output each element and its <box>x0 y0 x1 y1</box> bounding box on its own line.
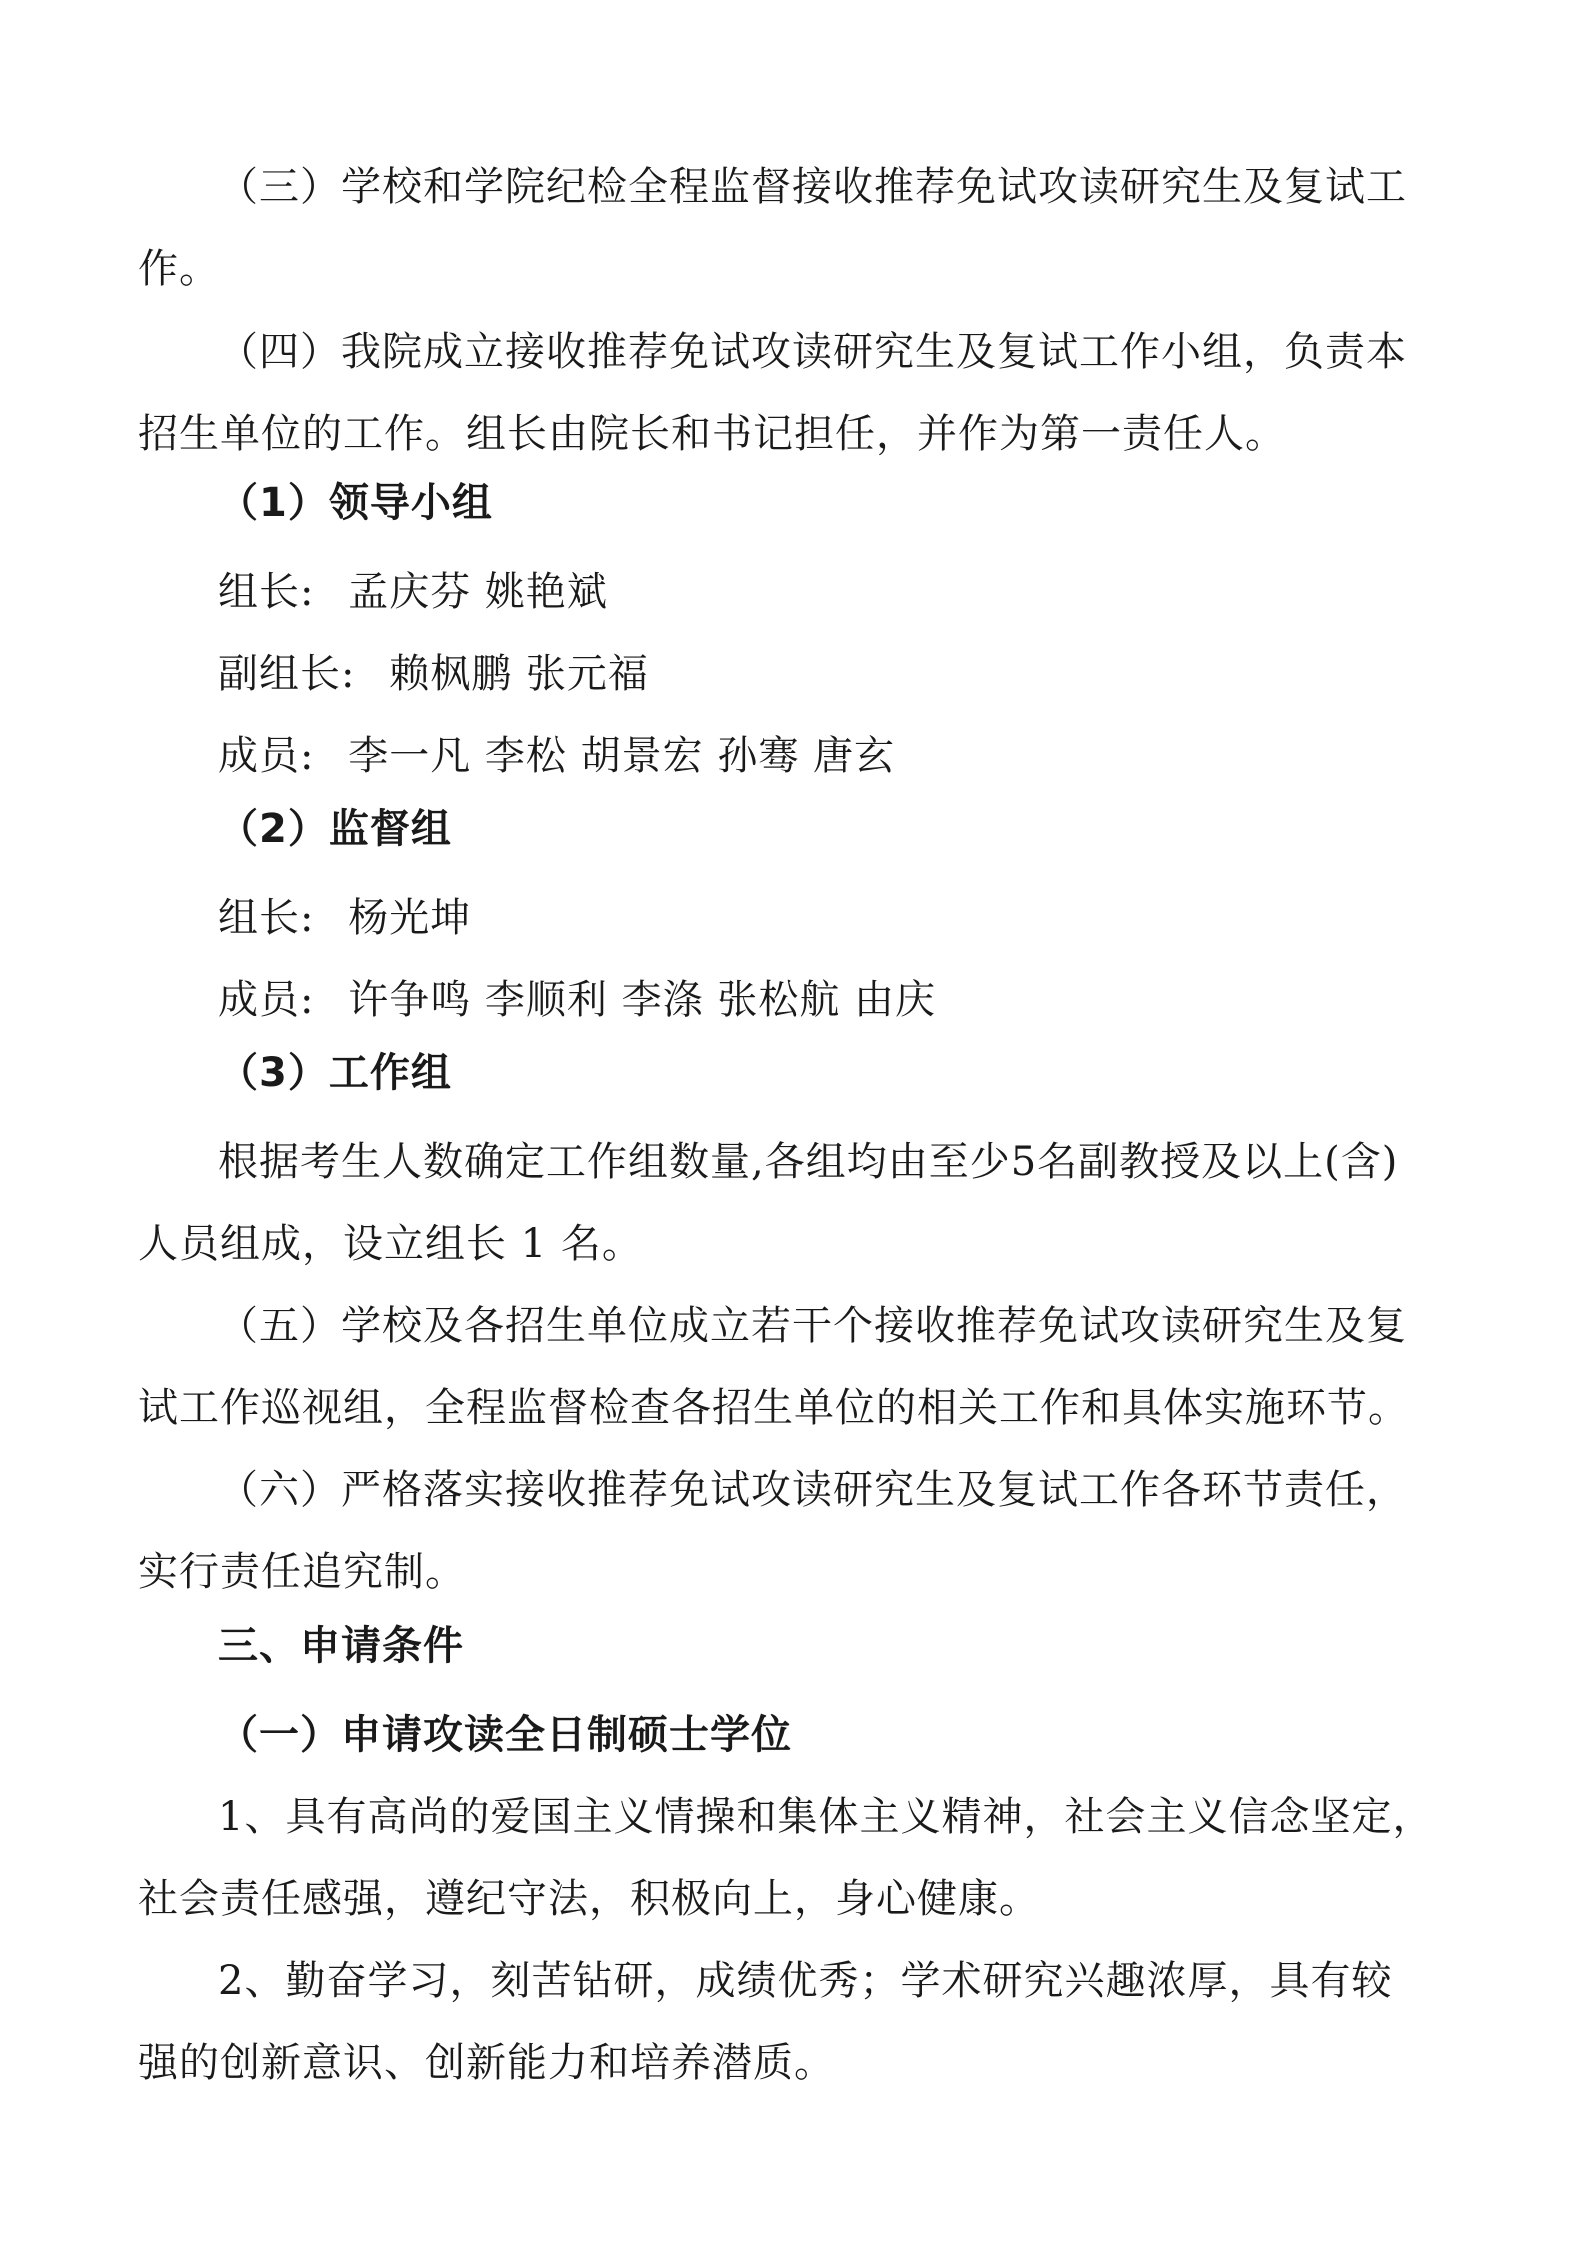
paragraph-5 <box>138 1285 1448 1449</box>
group-2-leaders <box>138 877 1448 959</box>
paragraph-5-line2: 试工作巡视组，全程监督检查各招生单位的相关工作和具体实施环节。 <box>138 1385 1409 1431</box>
group-2-heading-block <box>138 788 1448 870</box>
paragraph-4-line2: 招生单位的工作。组长由院长和书记担任，并作为第一责任人。 <box>138 411 1286 457</box>
paragraph-5-line1: （五）学校及各招生单位成立若干个接收推荐免试攻读研究生及复 <box>218 1303 1407 1349</box>
group-3-heading-block <box>138 1032 1448 1114</box>
section-3-heading-block <box>138 1605 1448 1687</box>
paragraph-6-line1: （六）严格落实接收推荐免试攻读研究生及复试工作各环节责任， <box>218 1467 1407 1513</box>
group-3-line1: 根据考生人数确定工作组数量,各组均由至少5名副教授及以上(含) <box>218 1139 1399 1185</box>
paragraph-4-line1: （四）我院成立接收推荐免试攻读研究生及复试工作小组，负责本 <box>218 329 1407 375</box>
section-3-heading: 三、申请条件 <box>218 1623 464 1669</box>
group-2-members <box>138 959 1448 1041</box>
paragraph-3-line2: 作。 <box>138 246 220 292</box>
group-2-leader-names: 杨光坤 <box>348 895 472 941</box>
condition-item-1 <box>138 1776 1448 1940</box>
group-1-vices <box>138 633 1448 715</box>
paragraph-6-line2: 实行责任追究制。 <box>138 1549 466 1595</box>
paragraph-6 <box>138 1449 1448 1613</box>
group-3-heading: （3）工作组 <box>218 1050 452 1096</box>
group-1-member-names: 李一凡 李松 胡景宏 孙骞 唐玄 <box>348 733 896 779</box>
paragraph-4 <box>138 311 1448 475</box>
group-1-vice-names: 赖枫鹏 张元福 <box>389 651 649 697</box>
group-2-leader-label: 组长: <box>218 895 315 941</box>
group-3-line2: 人员组成，设立组长 1 名。 <box>138 1221 643 1267</box>
group-1-heading: （1）领导小组 <box>218 480 493 526</box>
section-3-subheading: （一）申请攻读全日制硕士学位 <box>218 1712 792 1758</box>
group-1-members <box>138 715 1448 797</box>
group-1-vice-label: 副组长: <box>218 651 356 697</box>
group-2-member-label: 成员: <box>218 977 315 1023</box>
group-1-leaders <box>138 551 1448 633</box>
group-2-heading: （2）监督组 <box>218 806 452 852</box>
group-1-member-label: 成员: <box>218 733 315 779</box>
condition-item-1-line1: 1、具有高尚的爱国主义情操和集体主义精神，社会主义信念坚定， <box>218 1794 1434 1840</box>
group-1-heading-block <box>138 462 1448 544</box>
condition-item-2 <box>138 1940 1448 2104</box>
condition-item-2-line2: 强的创新意识、创新能力和培养潜质。 <box>138 2040 835 2086</box>
group-2-member-names: 许争鸣 李顺利 李涤 张松航 由庆 <box>348 977 937 1023</box>
paragraph-3 <box>138 146 1448 310</box>
condition-item-2-line1: 2、勤奋学习，刻苦钻研，成绩优秀；学术研究兴趣浓厚，具有较 <box>218 1958 1393 2004</box>
group-1-leader-label: 组长: <box>218 569 315 615</box>
paragraph-3-line1: （三）学校和学院纪检全程监督接收推荐免试攻读研究生及复试工 <box>218 164 1407 210</box>
group-1-leader-names: 孟庆芬 姚艳斌 <box>348 569 608 615</box>
group-3-paragraph <box>138 1121 1448 1285</box>
condition-item-1-line2: 社会责任感强，遵纪守法，积极向上，身心健康。 <box>138 1876 1040 1922</box>
section-3-subheading-block <box>138 1694 1448 1776</box>
